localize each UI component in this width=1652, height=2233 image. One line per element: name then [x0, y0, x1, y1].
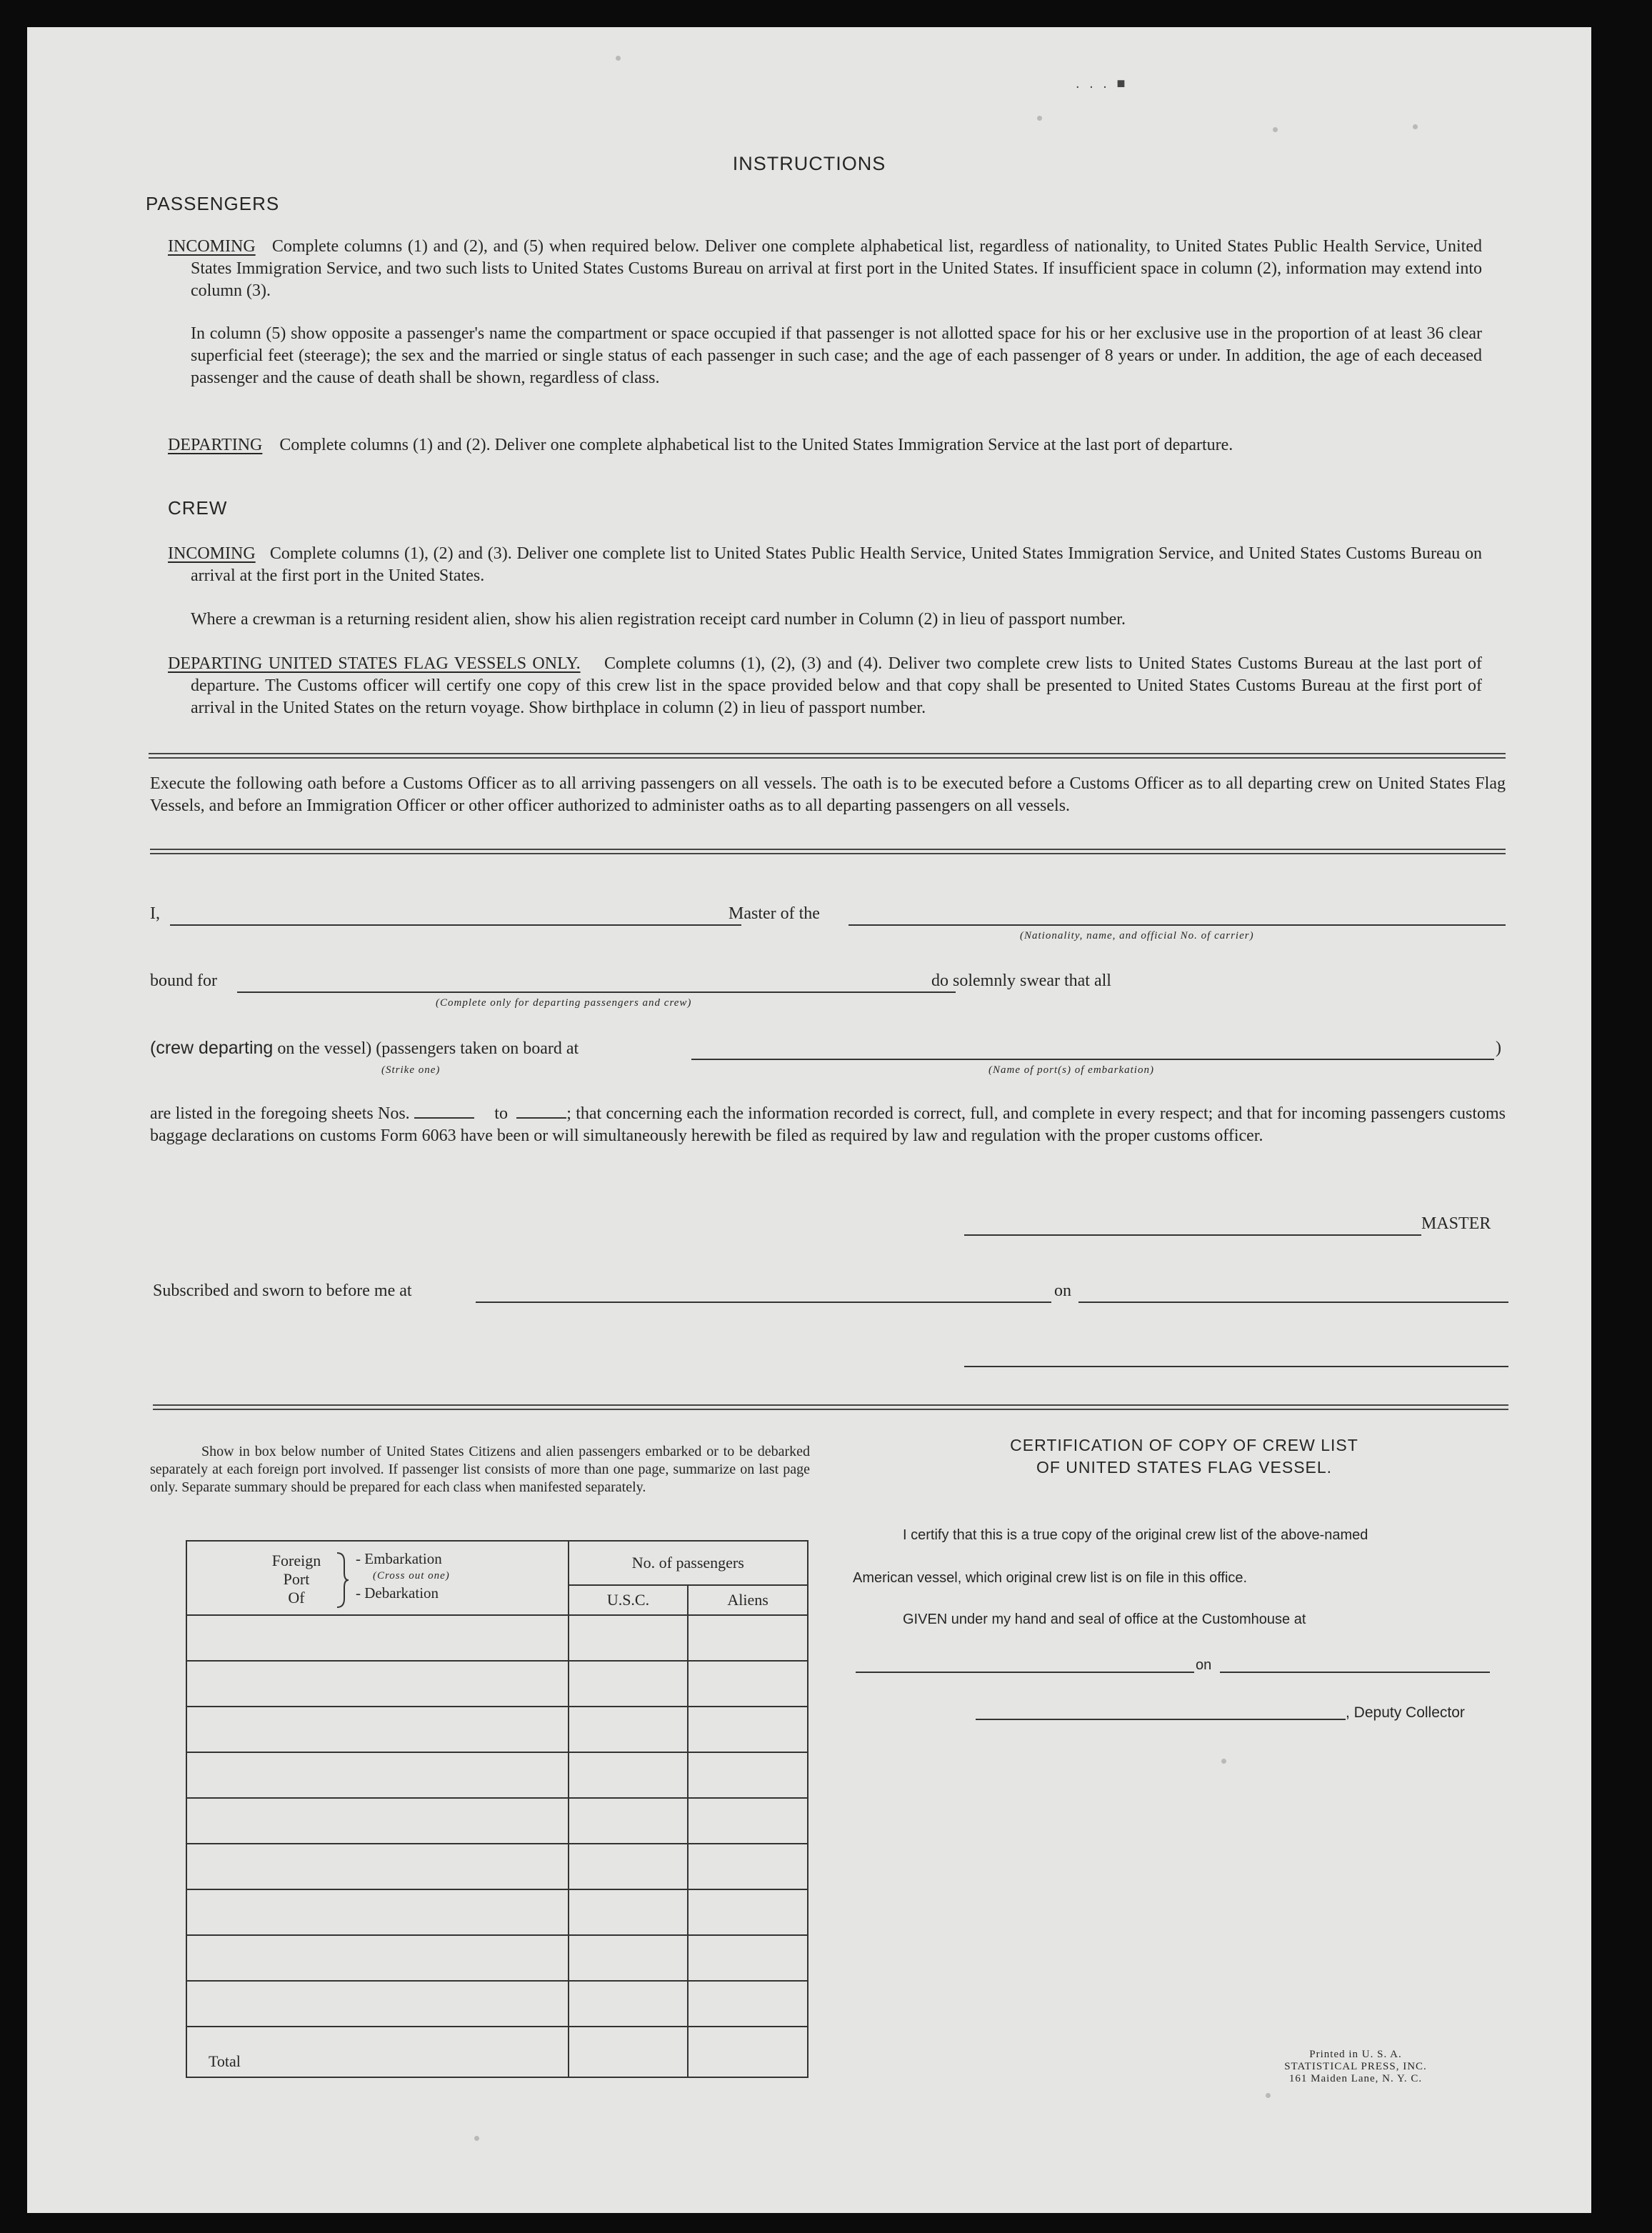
paper-speck	[616, 56, 621, 61]
summary-instruction-section	[150, 1443, 810, 1497]
header-mark: . . . ■	[1076, 76, 1128, 91]
divider-bottom	[153, 1404, 1508, 1410]
certification-title-line1: CERTIFICATION OF COPY OF CREW LIST	[1010, 1436, 1358, 1454]
crew-departing-text: Complete columns (1), (2), (3) and (4). Deliver two complete crew lists to United States Customs Bureau at the last port of departure. The Customs officer will certify one copy of this crew list in the space provided below and that copy shall be presented to United States Customs Bureau at the first port of arrival in the United States on the return voyage. Show birthplace in column (2) in lieu of passport number.	[191, 654, 1482, 717]
brace-icon	[336, 1552, 350, 1609]
crew-departing-label: DEPARTING UNITED STATES FLAG VESSELS ONLY.	[168, 654, 581, 673]
total-usc-cell[interactable]	[569, 2027, 689, 2077]
carrier-hint: (Nationality, name, and official No. of carrier)	[1020, 930, 1254, 941]
crew-incoming-section	[168, 543, 1482, 587]
column5-section	[191, 323, 1482, 389]
master-signature-line[interactable]	[964, 1234, 1421, 1236]
total-aliens-cell[interactable]	[688, 2027, 808, 2077]
printer-line1: Printed in U. S. A.	[1309, 2049, 1402, 2060]
certification-title	[870, 1434, 1498, 1479]
passengers-departing-section	[168, 434, 1482, 456]
paper-speck	[1221, 1759, 1226, 1764]
crew-alien-section	[191, 609, 1482, 631]
master-signature-label: MASTER	[1421, 1214, 1491, 1233]
paper-speck	[1037, 116, 1042, 121]
swear-label: do solemnly swear that all	[931, 971, 1111, 990]
strike-hint: (Strike one)	[381, 1064, 441, 1076]
listed-a: are listed in the foregoing sheets Nos.	[150, 1104, 410, 1123]
crew-incoming-label: INCOMING	[168, 544, 256, 563]
officer-signature-line[interactable]	[964, 1366, 1508, 1367]
passengers-departing-label: DEPARTING	[168, 436, 263, 454]
sheet-from-blank[interactable]	[414, 1117, 474, 1119]
master-name-line[interactable]	[170, 924, 741, 926]
given-line: GIVEN under my hand and seal of office at the Customhouse at	[903, 1612, 1306, 1627]
certify-line1: I certify that this is a true copy of the original crew list of the above-named	[903, 1527, 1368, 1543]
divider-top	[149, 753, 1506, 759]
crew-departing-section	[168, 653, 1482, 719]
crew-heading: CREW	[168, 497, 228, 519]
passengers-heading: PASSENGERS	[146, 193, 280, 214]
port-label: Port	[283, 1570, 310, 1588]
passengers-taken-label: (passengers taken on board at	[376, 1039, 579, 1058]
carrier-line[interactable]	[848, 924, 1506, 926]
certify-line2: American vessel, which original crew list is on file in this office.	[853, 1570, 1248, 1586]
subscribed-on-label: on	[1054, 1282, 1071, 1300]
master-of-the-label: Master of the	[729, 904, 820, 923]
table-row	[186, 1935, 808, 1981]
cert-on-label: on	[1196, 1657, 1212, 1673]
certification-title-line2: OF UNITED STATES FLAG VESSEL.	[1036, 1458, 1333, 1477]
table-row	[186, 1615, 808, 1661]
passengers-departing-text: Complete columns (1) and (2). Deliver one complete alphabetical list to the United States Immigration Service at the last port of departure.	[279, 436, 1233, 454]
deputy-collector-label: , Deputy Collector	[1346, 1704, 1465, 1721]
passengers-incoming-label: INCOMING	[168, 237, 256, 256]
oath-instruction-text: Execute the following oath before a Customs Officer as to all arriving passengers on all vessels. The oath is to be executed before a Customs Officer as to all departing crew on United States Flag Vessels, and before an Immigration Officer or other officer authorized to administer oaths as to all departing passengers on all vessels.	[150, 774, 1506, 815]
port-header-cell	[186, 1541, 569, 1615]
page-title: INSTRUCTIONS	[732, 153, 886, 174]
divider-oath	[150, 849, 1506, 854]
bound-for-label: bound for	[150, 971, 217, 990]
bound-for-hint: (Complete only for departing passengers and crew)	[436, 997, 692, 1009]
cross-out-hint: (Cross out one)	[373, 1570, 450, 1582]
listed-to: to	[494, 1104, 508, 1123]
aliens-header: Aliens	[688, 1585, 808, 1615]
form-sheet	[27, 27, 1591, 2213]
passengers-incoming-section	[168, 236, 1482, 302]
printer-line3: 161 Maiden Lane, N. Y. C.	[1288, 2073, 1423, 2084]
crew-alien-text: Where a crewman is a returning resident alien, show his alien registration receipt card number in Column (2) in lieu of passport number.	[191, 610, 1126, 629]
passenger-summary-table	[186, 1540, 809, 2078]
oath-instruction-section	[150, 773, 1506, 817]
crew-departing-choice	[150, 1037, 579, 1060]
table-row	[186, 1981, 808, 2027]
subscribed-label: Subscribed and sworn to before me at	[153, 1282, 412, 1300]
oath-i-label: I,	[150, 904, 160, 923]
deputy-signature-line[interactable]	[976, 1719, 1346, 1720]
passengers-incoming-text: Complete columns (1) and (2), and (5) when required below. Deliver one complete alphabetical list, regardless of nationality, to United States Public Health Service, United States Immigration Service, and two such lists to United States Customs Bureau on arrival at first port in the United States. If insufficient space in column (2), information may extend into column (3).	[191, 237, 1482, 300]
table-row	[186, 1752, 808, 1798]
summary-instruction-text: Show in box below number of United States Citizens and alien passengers embarked or to be debarked separately at each foreign port involved. If passenger list consists of more than one page, summarize on last page only. Separate summary should be prepared for each class when manifested separately.	[150, 1444, 810, 1495]
table-row	[186, 1844, 808, 1889]
embarkation-label: - Embarkation	[356, 1550, 442, 1567]
debarkation-label: - Debarkation	[356, 1584, 439, 1602]
close-paren: )	[1496, 1039, 1501, 1057]
subscribed-place-line[interactable]	[476, 1302, 1051, 1303]
listed-b: ; that concerning each the information recorded is correct, full, and complete in every respect; and that for incoming passengers customs baggage declarations on customs Form 6063 have been or will simultaneously herewith be filed as required by law and regulation with the proper customs officer.	[150, 1104, 1506, 1145]
subscribed-date-line[interactable]	[1078, 1302, 1508, 1303]
cert-date-line[interactable]	[1220, 1672, 1490, 1673]
foreign-label: Foreign	[271, 1552, 321, 1569]
oath-paragraph	[150, 1103, 1506, 1147]
total-label: Total	[186, 2027, 569, 2077]
table-row	[186, 1889, 808, 1935]
embarkation-port-hint: (Name of port(s) of embarkation)	[988, 1064, 1154, 1076]
of-label: Of	[288, 1589, 305, 1607]
total-row	[186, 2027, 808, 2077]
usc-header: U.S.C.	[569, 1585, 689, 1615]
sheet-to-blank[interactable]	[516, 1117, 566, 1119]
table-row	[186, 1661, 808, 1707]
printer-line2: STATISTICAL PRESS, INC.	[1284, 2061, 1427, 2072]
table-row	[186, 1707, 808, 1752]
paper-speck	[1266, 2093, 1271, 2098]
paper-speck	[1273, 127, 1278, 132]
on-vessel-label: on the vessel)	[277, 1039, 372, 1058]
customhouse-line[interactable]	[856, 1672, 1194, 1673]
column5-text: In column (5) show opposite a passenger's name the compartment or space occupied if that passenger is not allotted space for his or her exclusive use in the proportion of at least 36 clear superficial feet (steerage); the sex and the married or single status of each passenger in such case; and the age of each passenger of 8 years or under. In addition, the age of each deceased passenger and the cause of death shall be shown, regardless of class.	[191, 324, 1482, 387]
bound-for-line[interactable]	[237, 991, 956, 993]
crew-incoming-text: Complete columns (1), (2) and (3). Deliver one complete list to United States Public Health Service, United States Immigration Service, and United States Customs Bureau on arrival at the first port in the United States.	[191, 544, 1483, 585]
paper-speck	[1413, 124, 1418, 129]
no-passengers-header: No. of passengers	[569, 1541, 808, 1585]
embarkation-port-line[interactable]	[691, 1059, 1494, 1060]
printer-imprint	[1256, 2049, 1456, 2085]
crew-departing-label-oath: (crew departing	[150, 1038, 274, 1058]
paper-speck	[474, 2136, 479, 2141]
table-row	[186, 1798, 808, 1844]
